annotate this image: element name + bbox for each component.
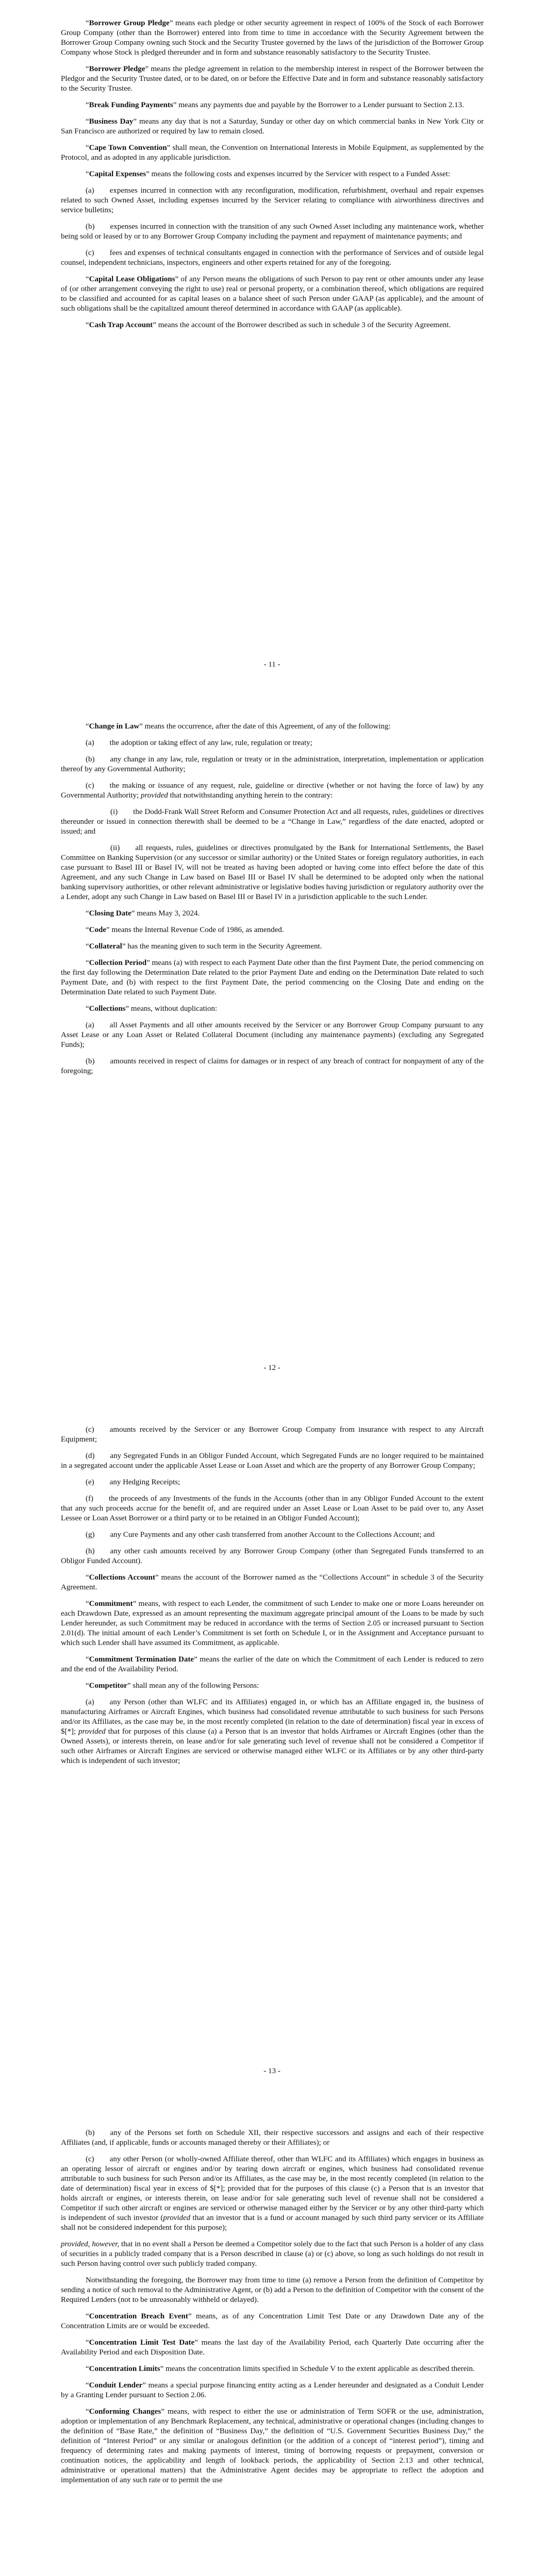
definition-paragraph: “Cash Trap Account” means the account of the Borrower described as such in schedule 3 of the Security Agreement.: [86, 321, 451, 329]
definition-paragraph: “Capital Expenses” means the following costs and expenses incurred by the Servicer with respect to a Funded Asset:: [86, 170, 450, 178]
definition-paragraph: “Collections Account” means the account of the Borrower named as the “Collections Account” in schedule 3 of the Security Agreement.: [61, 1573, 484, 1591]
page-number: - 12 -: [263, 1364, 281, 1372]
definition-paragraph: “Concentration Limits” means the concentration limits specified in Schedule V to the extent applicable as described therein.: [86, 2365, 475, 2373]
definition-paragraph: “Collections” means, without duplication:: [86, 1005, 217, 1013]
page-14-body: [61, 2128, 484, 2492]
list-item: (c) any other Person (or wholly-owned Affiliate thereof, other than WLFC and its Affiliates) which engages in business as an operating lessor of aircraft or engines and/or by tearing down aircraft or engines, which business had consolidated revenue attributable to such business for such Person and/or its Affiliates, as the case may be, in the most recently completed (in relation to the date of determination) fiscal year in excess of $[*]; provided that for the purposes of this clause (c) a Person that is an investor that holds aircraft or engines, or interests therein, on lease and/or for sale generating such level of revenue shall not be considered a Competitor if such other aircraft or engines are serviced or otherwise managed either by the Servicer or by any other third-party which is independent of such investor (provided that an investor that is a fund or account managed by such third party servicer or its Affiliate shall not be considered independent for this purpose);: [61, 2155, 484, 2232]
definition-paragraph: “Cape Town Convention” shall mean, the Convention on International Interests in Mobile Equipment, as supplemented by the Protocol, and as adopted in any applicable jurisdiction.: [61, 144, 484, 162]
definition-paragraph: “Break Funding Payments” means any payments due and payable by the Borrower to a Lender pursuant to Section 2.13.: [86, 101, 464, 109]
list-item: (b) any of the Persons set forth on Schedule XII, their respective successors and assigns and each of their respective Affiliates (and, if applicable, funds or accounts managed thereby or their Affiliates); or: [61, 2129, 484, 2147]
page-number: - 11 -: [263, 660, 281, 669]
list-item: (b) amounts received in respect of claims for damages or in respect of any breach of contract for nonpayment of any of the foregoing;: [61, 1057, 484, 1075]
definition-paragraph: “Code” means the Internal Revenue Code of 1986, as amended.: [86, 926, 284, 934]
list-item: (a) the adoption or taking effect of any law, rule, regulation or treaty;: [86, 739, 312, 747]
list-item: (c) fees and expenses of technical consultants engaged in connection with the performance of Services and of outside legal counsel, independent technicians, inspectors, engineers and other experts retained for any of the foregoing.: [61, 249, 484, 267]
list-item: (c) amounts received by the Servicer or any Borrower Group Company from insurance with respect to any Aircraft Equipment;: [61, 1426, 484, 1444]
body-paragraph: Notwithstanding the foregoing, the Borrower may from time to time (a) remove a Person from the definition of Competitor by sending a notice of such removal to the Administrative Agent, or (b) add a Person to the definition of Competitor with the consent of the Required Lenders (not to be unreasonably withheld or delayed).: [61, 2276, 484, 2304]
document-page-12: [0, 703, 544, 1406]
list-item: (a) expenses incurred in connection with any reconfiguration, modification, refurbishment, overhaul and repair expenses related to such Owned Asset, including expenses incurred by the Servicer relating to compliance with airworthiness directives and service bulletins;: [61, 187, 484, 214]
document-page-14: [0, 2110, 544, 2576]
list-item: (b) expenses incurred in connection with the transition of any such Owned Asset including any maintenance work, whether being sold or leased by or to any Borrower Group Company including the payment and repayment of maintenance payments; and: [61, 223, 484, 241]
definition-paragraph: “Borrower Pledge” means the pledge agreement in relation to the membership interest in respect of the Borrower between the Pledgor and the Security Trustee dated, or to be dated, on or before the Effective Date and in form and substance reasonably satisfactory to the Security Trustee.: [61, 65, 484, 93]
page-12-body: [61, 722, 484, 1083]
definition-paragraph: “Borrower Group Pledge” means each pledge or other security agreement in respect of 100% of the Stock of each Borrower Group Company (other than the Borrower) entered into from time to time in accordance with the Security Agreement between the Borrower Group Company owning such Stock and the Security Trustee governed by the laws of the jurisdiction of the Borrower Group Company whose Stock is pledged thereunder and in form and substance reasonably satisfactory to the Security Trustee.: [61, 19, 484, 57]
definition-paragraph: “Collection Period” means (a) with respect to each Payment Date other than the first Payment Date, the period commencing on the first day following the Determination Date related to the prior Payment Date and ending on the Determination Date related to such Payment Date, and (b) with respect to the first Payment Date, the period commencing on the Closing Date and ending on the Determination Date related to such Payment Date.: [61, 959, 484, 996]
definition-paragraph: “Business Day” means any day that is not a Saturday, Sunday or other day on which commercial banks in New York City or San Francisco are authorized or required by law to remain closed.: [61, 117, 484, 135]
list-item: (c) the making or issuance of any request, rule, guideline or directive (whether or not having the force of law) by any Governmental Authority; provided that notwithstanding anything herein to the contrary:: [61, 782, 484, 800]
definition-paragraph: “Conforming Changes” means, with respect to either the use or administration of Term SOFR or the use, administration, adoption or implementation of any Benchmark Replacement, any technical, administrative or operational changes (including changes to the definition of “Base Rate,” the definition of “Business Day,” the definition of “U.S. Government Securities Business Day,” the definition of “Interest Period” or any similar or analogous definition (or the addition of a concept of “interest period”), timing and frequency of determining rates and making payments of interest, timing of borrowing requests or prepayment, conversion or continuation notices, the applicability and length of lookback periods, the applicability of Section 2.13 and other technical, administrative or operational matters) that the Administrative Agent decides may be appropriate to reflect the adoption and implementation of any such rate or to permit the use: [61, 2408, 484, 2484]
proviso-paragraph: provided, however, that in no event shall a Person be deemed a Competitor solely due to the fact that such Person is a holder of any class of securities in a publicly traded company that is a Person described in clause (a) or (c) above, so long as such holdings do not result in such Person having control over such publicly traded company.: [61, 2240, 484, 2268]
list-item: (a) any Person (other than WLFC and its Affiliates) engaged in, or which has an Affiliate engaged in, the business of manufacturing Airframes or Aircraft Engines, which business had consolidated revenue attributable to such business for such Persons and/or its Affiliates, as the case may be, in the most recently completed (in relation to the date of determination) fiscal year in excess of $[*]; provided that for purposes of this clause (a) a Person that is an investor that holds Airframes or Aircraft Engines (other than the Owned Assets), or interests therein, on lease and/or for sale generating such level of revenue shall not be considered a Competitor if such other Airframes or Aircraft Engines are serviced or otherwise managed either WLFC or its Affiliates or by any other third-party which is independent of such investor;: [61, 1698, 484, 1765]
definition-paragraph: “Conduit Lender” means a special purpose financing entity acting as a Lender hereunder and designated as a Conduit Lender by a Granting Lender pursuant to Section 2.06.: [61, 2381, 484, 2399]
definition-paragraph: “Collateral” has the meaning given to such term in the Security Agreement.: [86, 942, 322, 951]
list-item: (h) any other cash amounts received by any Borrower Group Company (other than Segregated Funds transferred to an Obligor Funded Account).: [61, 1547, 484, 1565]
definition-paragraph: “Commitment” means, with respect to each Lender, the commitment of such Lender to make one or more Loans hereunder on each Drawdown Date, expressed as an amount representing the maximum aggregate principal amount of the Loans to be made by such Lender hereunder, as such Commitment may be reduced in accordance with the terms of Section 2.05 or increased pursuant to Section 2.01(d). The initial amount of each Lender’s Commitment is set forth on Schedule I, or in the Assignment and Acceptance pursuant to which such Lender shall have assumed its Commitment, as applicable.: [61, 1600, 484, 1647]
list-item: (g) any Cure Payments and any other cash transferred from another Account to the Collections Account; and: [86, 1531, 435, 1539]
page-11-body: [61, 19, 484, 337]
list-item: (f) the proceeds of any Investments of the funds in the Accounts (other than in any Obligor Funded Account to the extent that any such proceeds accrue for the benefit of, and are required under an Asset Lease or Loan Asset to be paid over to, any Asset Lessee or Loan Asset Borrower or a third party or to be retained in an Obligor Funded Account);: [61, 1495, 484, 1522]
definition-paragraph: “Competitor” shall mean any of the following Persons:: [86, 1682, 259, 1690]
definition-paragraph: “Capital Lease Obligations” of any Person means the obligations of such Person to pay rent or other amounts under any lease of (or other arrangement conveying the right to use) real or personal property, or a combination thereof, which obligations are required to be classified and accounted for as capital leases on a balance sheet of such Person under GAAP (as applicable), and the amount of such obligations shall be the capitalized amount thereof determined in accordance with GAAP (as applicable).: [61, 275, 484, 313]
sub-list-item: (i) the Dodd-Frank Wall Street Reform and Consumer Protection Act and all requests, rules, guidelines or directives thereunder or issued in connection therewith shall be deemed to be a “Change in Law,” regardless of the date enacted, adopted or issued; and: [61, 808, 484, 836]
definition-paragraph: “Closing Date” means May 3, 2024.: [86, 909, 200, 918]
document-page-13: [0, 1406, 544, 2110]
list-item: (a) all Asset Payments and all other amounts received by the Servicer or any Borrower Group Company pursuant to any Asset Lease or any Loan Asset or Related Collateral Document (including any maintenance payments) (excluding any Segregated Funds);: [61, 1021, 484, 1049]
document-page-11: [0, 0, 544, 703]
list-item: (d) any Segregated Funds in an Obligor Funded Account, which Segregated Funds are no longer required to be maintained in a segregated account under the applicable Asset Lease or Loan Asset and which are the property of any Borrower Group Company;: [61, 1452, 484, 1470]
definition-paragraph: “Concentration Limit Test Date” means the last day of the Availability Period, each Quarterly Date occurring after the Availability Period and each Disposition Date.: [61, 2338, 484, 2357]
list-item: (e) any Hedging Receipts;: [86, 1478, 180, 1486]
page-13-body: [61, 1425, 484, 1773]
definition-paragraph: “Change in Law” means the occurrence, after the date of this Agreement, of any of the following:: [86, 722, 391, 731]
definition-paragraph: “Concentration Breach Event” means, as of any Concentration Limit Test Date or any Drawdown Date any of the Concentration Limits are or would be exceeded.: [61, 2312, 484, 2330]
definition-paragraph: “Commitment Termination Date” means the earlier of the date on which the Commitment of each Lender is reduced to zero and the end of the Availability Period.: [61, 1655, 484, 1673]
list-item: (b) any change in any law, rule, regulation or treaty or in the administration, interpretation, implementation or application thereof by any Governmental Authority;: [61, 755, 484, 773]
page-number: - 13 -: [263, 2067, 281, 2075]
sub-list-item: (ii) all requests, rules, guidelines or directives promulgated by the Bank for International Settlements, the Basel Committee on Banking Supervision (or any successor or similar authority) or the United States or foreign regulatory authorities, in each case pursuant to Basel III or Basel IV, will not be treated as having been adopted or having come into effect before the date of this Agreement, and any such Change in Law based on Basel III or Basel IV shall be determined to be adopted only when the national banking supervisory authorities, or other relevant administrative or legislative bodies having jurisdiction or regulatory authority over the a Lender, adopt any such Change in Law based on Basel III or Basel IV in a jurisdiction applicable to the such Lender.: [61, 844, 484, 901]
